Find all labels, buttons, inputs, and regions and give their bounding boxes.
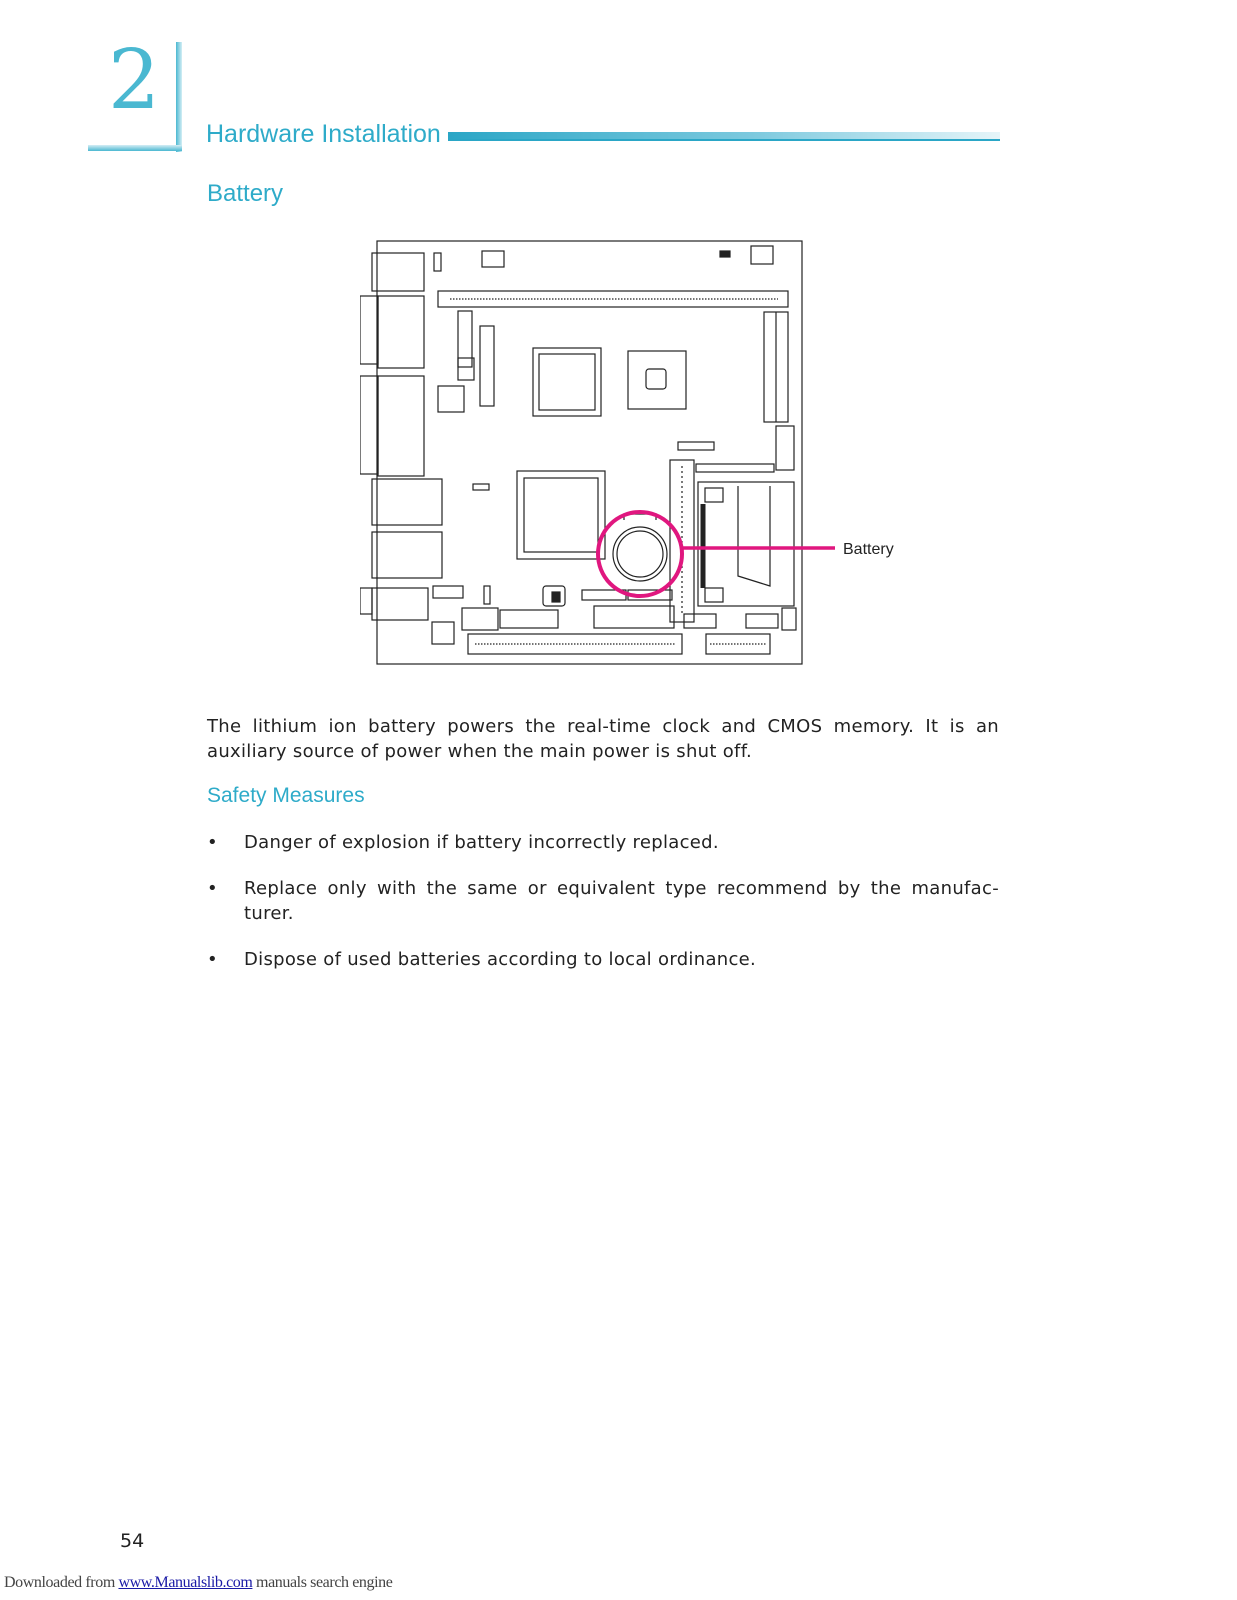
bullet-icon: •: [207, 832, 218, 853]
footer-suffix: manuals search engine: [252, 1574, 393, 1591]
battery-cell: [613, 527, 667, 581]
list-item: [207, 947, 999, 972]
list-item-text: Dispose of used batteries according to local ordinance.: [244, 949, 757, 970]
battery-callout-label: Battery: [843, 541, 894, 558]
page-number: 54: [120, 1530, 145, 1552]
bottom-header-1: [462, 608, 498, 630]
manualslib-link[interactable]: www.Manualslib.com: [118, 1574, 253, 1591]
lan-port-1: [372, 479, 442, 525]
list-item-text: Replace only with the same or equivalent type recommend by the manufac-turer.: [244, 878, 999, 924]
download-footer: [4, 1574, 392, 1592]
io-port-top: [372, 253, 424, 291]
footer-prefix: Downloaded from: [4, 1574, 119, 1591]
section-title: Battery: [207, 180, 284, 207]
lan-port-2: [372, 532, 442, 578]
battery-description: The lithium ion battery powers the real-time clock and CMOS memory. It is an auxiliary source of power when the main power is shut off.: [207, 716, 999, 762]
list-item: [207, 830, 999, 855]
list-item-text: Danger of explosion if battery incorrectly replaced.: [244, 832, 719, 853]
serial-port-2: [360, 376, 378, 474]
chapter-title: Hardware Installation: [206, 120, 441, 148]
safety-list: [207, 830, 999, 993]
chipset-south: [628, 351, 686, 409]
bullet-icon: •: [207, 949, 218, 970]
safety-measures-title: Safety Measures: [207, 784, 365, 807]
serial-port-1: [360, 296, 378, 364]
motherboard-diagram: [360, 236, 960, 686]
chapter-number: 2: [108, 33, 161, 128]
chapter-bar-vertical: [176, 42, 182, 152]
motherboard-figure: [360, 236, 960, 686]
chapter-bar-horizontal: [88, 145, 182, 151]
chipset-north: [533, 348, 601, 416]
bullet-icon: •: [207, 878, 218, 899]
header-rule-line: [448, 139, 1000, 141]
cpu: [517, 471, 605, 559]
list-item: [207, 876, 999, 926]
audio-port: [360, 588, 372, 614]
